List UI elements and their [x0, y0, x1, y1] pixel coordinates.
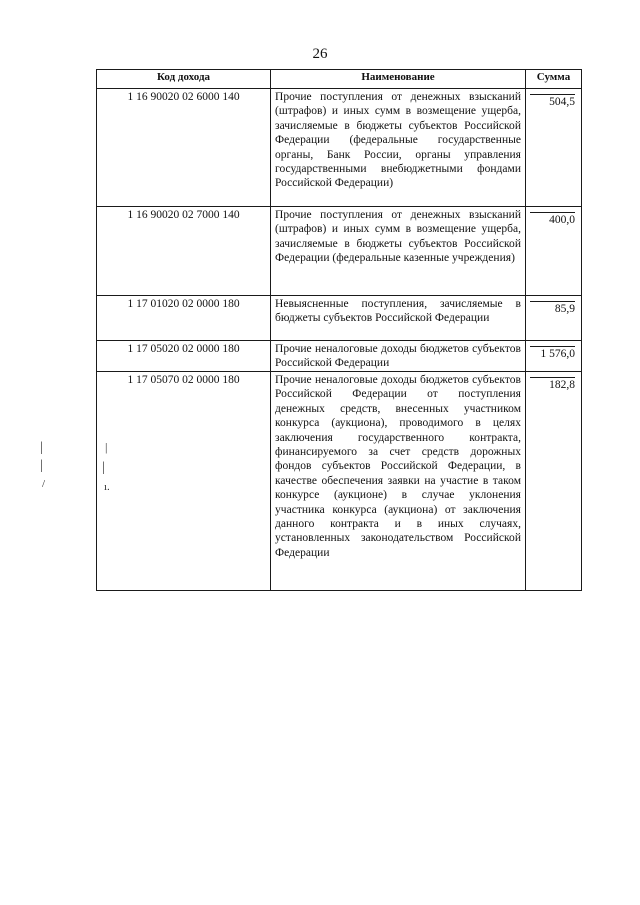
table-row — [97, 207, 582, 296]
scan-mark: / — [42, 478, 46, 490]
header-sum: Сумма — [526, 70, 582, 89]
scan-mark: | — [40, 458, 43, 473]
scan-mark: | — [102, 460, 105, 475]
revenue-sum: 182,8 — [530, 377, 575, 392]
revenue-sum-cell — [526, 372, 582, 591]
scan-mark: | — [105, 440, 108, 454]
revenue-sum-cell — [526, 296, 582, 341]
revenue-code: 1 17 05020 02 0000 180 — [97, 341, 271, 372]
header-name: Наименование — [271, 70, 526, 89]
revenue-table — [96, 69, 582, 591]
header-code: Код дохода — [97, 70, 271, 89]
table-row — [97, 89, 582, 207]
revenue-sum: 400,0 — [530, 212, 575, 227]
scan-mark: | — [40, 440, 43, 455]
revenue-code: 1 17 01020 02 0000 180 — [97, 296, 271, 341]
revenue-name: Невыясненные поступления, зачисляемые в бюджеты субъектов Российской Федерации — [271, 296, 526, 341]
revenue-code: 1 16 90020 02 7000 140 — [97, 207, 271, 296]
table-row — [97, 372, 582, 591]
revenue-sum-cell — [526, 207, 582, 296]
revenue-name: Прочие поступления от денежных взысканий (штрафов) и иных сумм в возмещение ущерба, зачисляемые в бюджеты субъектов Российской Федерации (федеральные казенные учреждения) — [271, 207, 526, 296]
revenue-code: 1 16 90020 02 6000 140 — [97, 89, 271, 207]
table-header-row — [97, 70, 582, 89]
scan-mark: ı. — [104, 481, 110, 493]
revenue-sum: 1 576,0 — [530, 346, 575, 361]
revenue-sum-cell — [526, 341, 582, 372]
revenue-sum: 504,5 — [530, 94, 575, 109]
page-number: 26 — [312, 46, 328, 62]
revenue-code: 1 17 05070 02 0000 180 — [97, 372, 271, 591]
table-row — [97, 296, 582, 341]
revenue-sum-cell — [526, 89, 582, 207]
table-row — [97, 341, 582, 372]
revenue-name: Прочие неналоговые доходы бюджетов субъектов Российской Федерации от поступления денежных средств, внесенных участником конкурса (аукциона), проводимого в целях заключения государственного контракта, финансируемого за счет средств дорожных фондов субъектов Российской Федерации, в качестве обеспечения заявки на участие в таком конкурсе (аукционе) в случае уклонения участника конкурса (аукциона) от заключения данного контракта и в иных случаях, установленных законодательством Российской Федерации — [271, 372, 526, 591]
revenue-name: Прочие неналоговые доходы бюджетов субъектов Российской Федерации — [271, 341, 526, 372]
revenue-sum: 85,9 — [530, 301, 575, 316]
revenue-name: Прочие поступления от денежных взысканий (штрафов) и иных сумм в возмещение ущерба, зачисляемые в бюджеты субъектов Российской Федерации (федеральные государственные органы, Банк России, органы управления государственными внебюджетными фондами Российской Федерации) — [271, 89, 526, 207]
